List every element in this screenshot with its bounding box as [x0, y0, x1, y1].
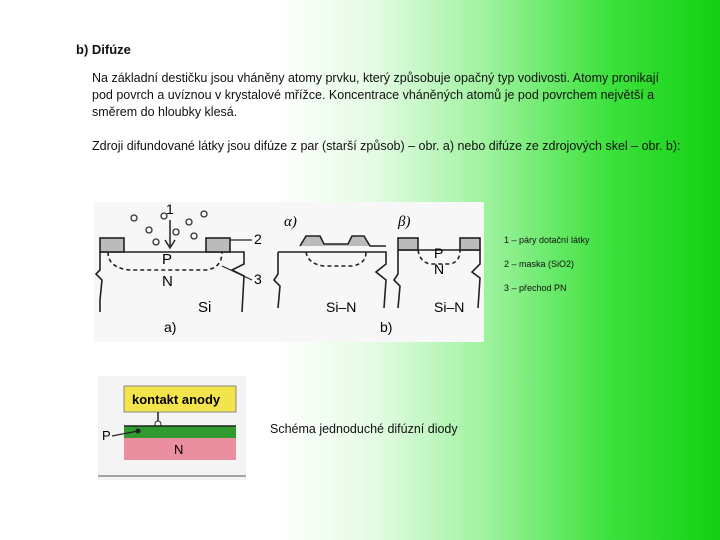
caption-b: b): [380, 319, 393, 335]
label-si: Si: [198, 299, 212, 316]
diode-n-label: N: [174, 442, 184, 457]
legend-item-1: 1 – páry dotační látky: [504, 235, 590, 245]
paragraph-diffusion-description: Na základní destičku jsou vháněny atomy prvku, který způsobuje opačný typ vodivosti. Atomy pronikají pod povrch a uvíznou v krystalové mřížce. Koncentrace vháněných atomů je pod povrchem největší a směrem do hloubky klesá.: [92, 71, 659, 119]
diode-caption: Schéma jednoduché difúzní diody: [270, 422, 458, 436]
label-num2: 2: [254, 231, 262, 247]
label-beta: β): [398, 214, 411, 230]
section-heading: b) Difúze: [76, 42, 131, 57]
caption-a: a): [164, 319, 177, 335]
label-sin-alpha: Si–N: [326, 299, 357, 315]
legend-item-3: 3 – přechod PN: [504, 283, 567, 293]
diode-p-label: P: [102, 428, 111, 443]
label-num1: 1: [166, 202, 174, 217]
label-n-b: N: [434, 261, 445, 277]
diode-schematic: [98, 376, 246, 480]
legend-item-2: 2 – maska (SiO2): [504, 259, 575, 269]
label-alpha: α): [284, 214, 297, 230]
contact-anode-label: kontakt anody: [132, 392, 221, 407]
label-sin-beta: Si–N: [434, 299, 465, 315]
p-layer: [124, 426, 236, 438]
label-num3: 3: [254, 271, 262, 287]
paragraph-diffusion-sources: Zdroji difundované látky jsou difúze z par (starší způsob) – obr. a) nebo difúze ze zdrojových skel – obr. b):: [92, 139, 681, 153]
label-p-a: P: [162, 251, 173, 268]
label-p-b: P: [434, 245, 444, 261]
diffusion-figure: [94, 202, 484, 342]
label-n-a: N: [162, 273, 173, 290]
